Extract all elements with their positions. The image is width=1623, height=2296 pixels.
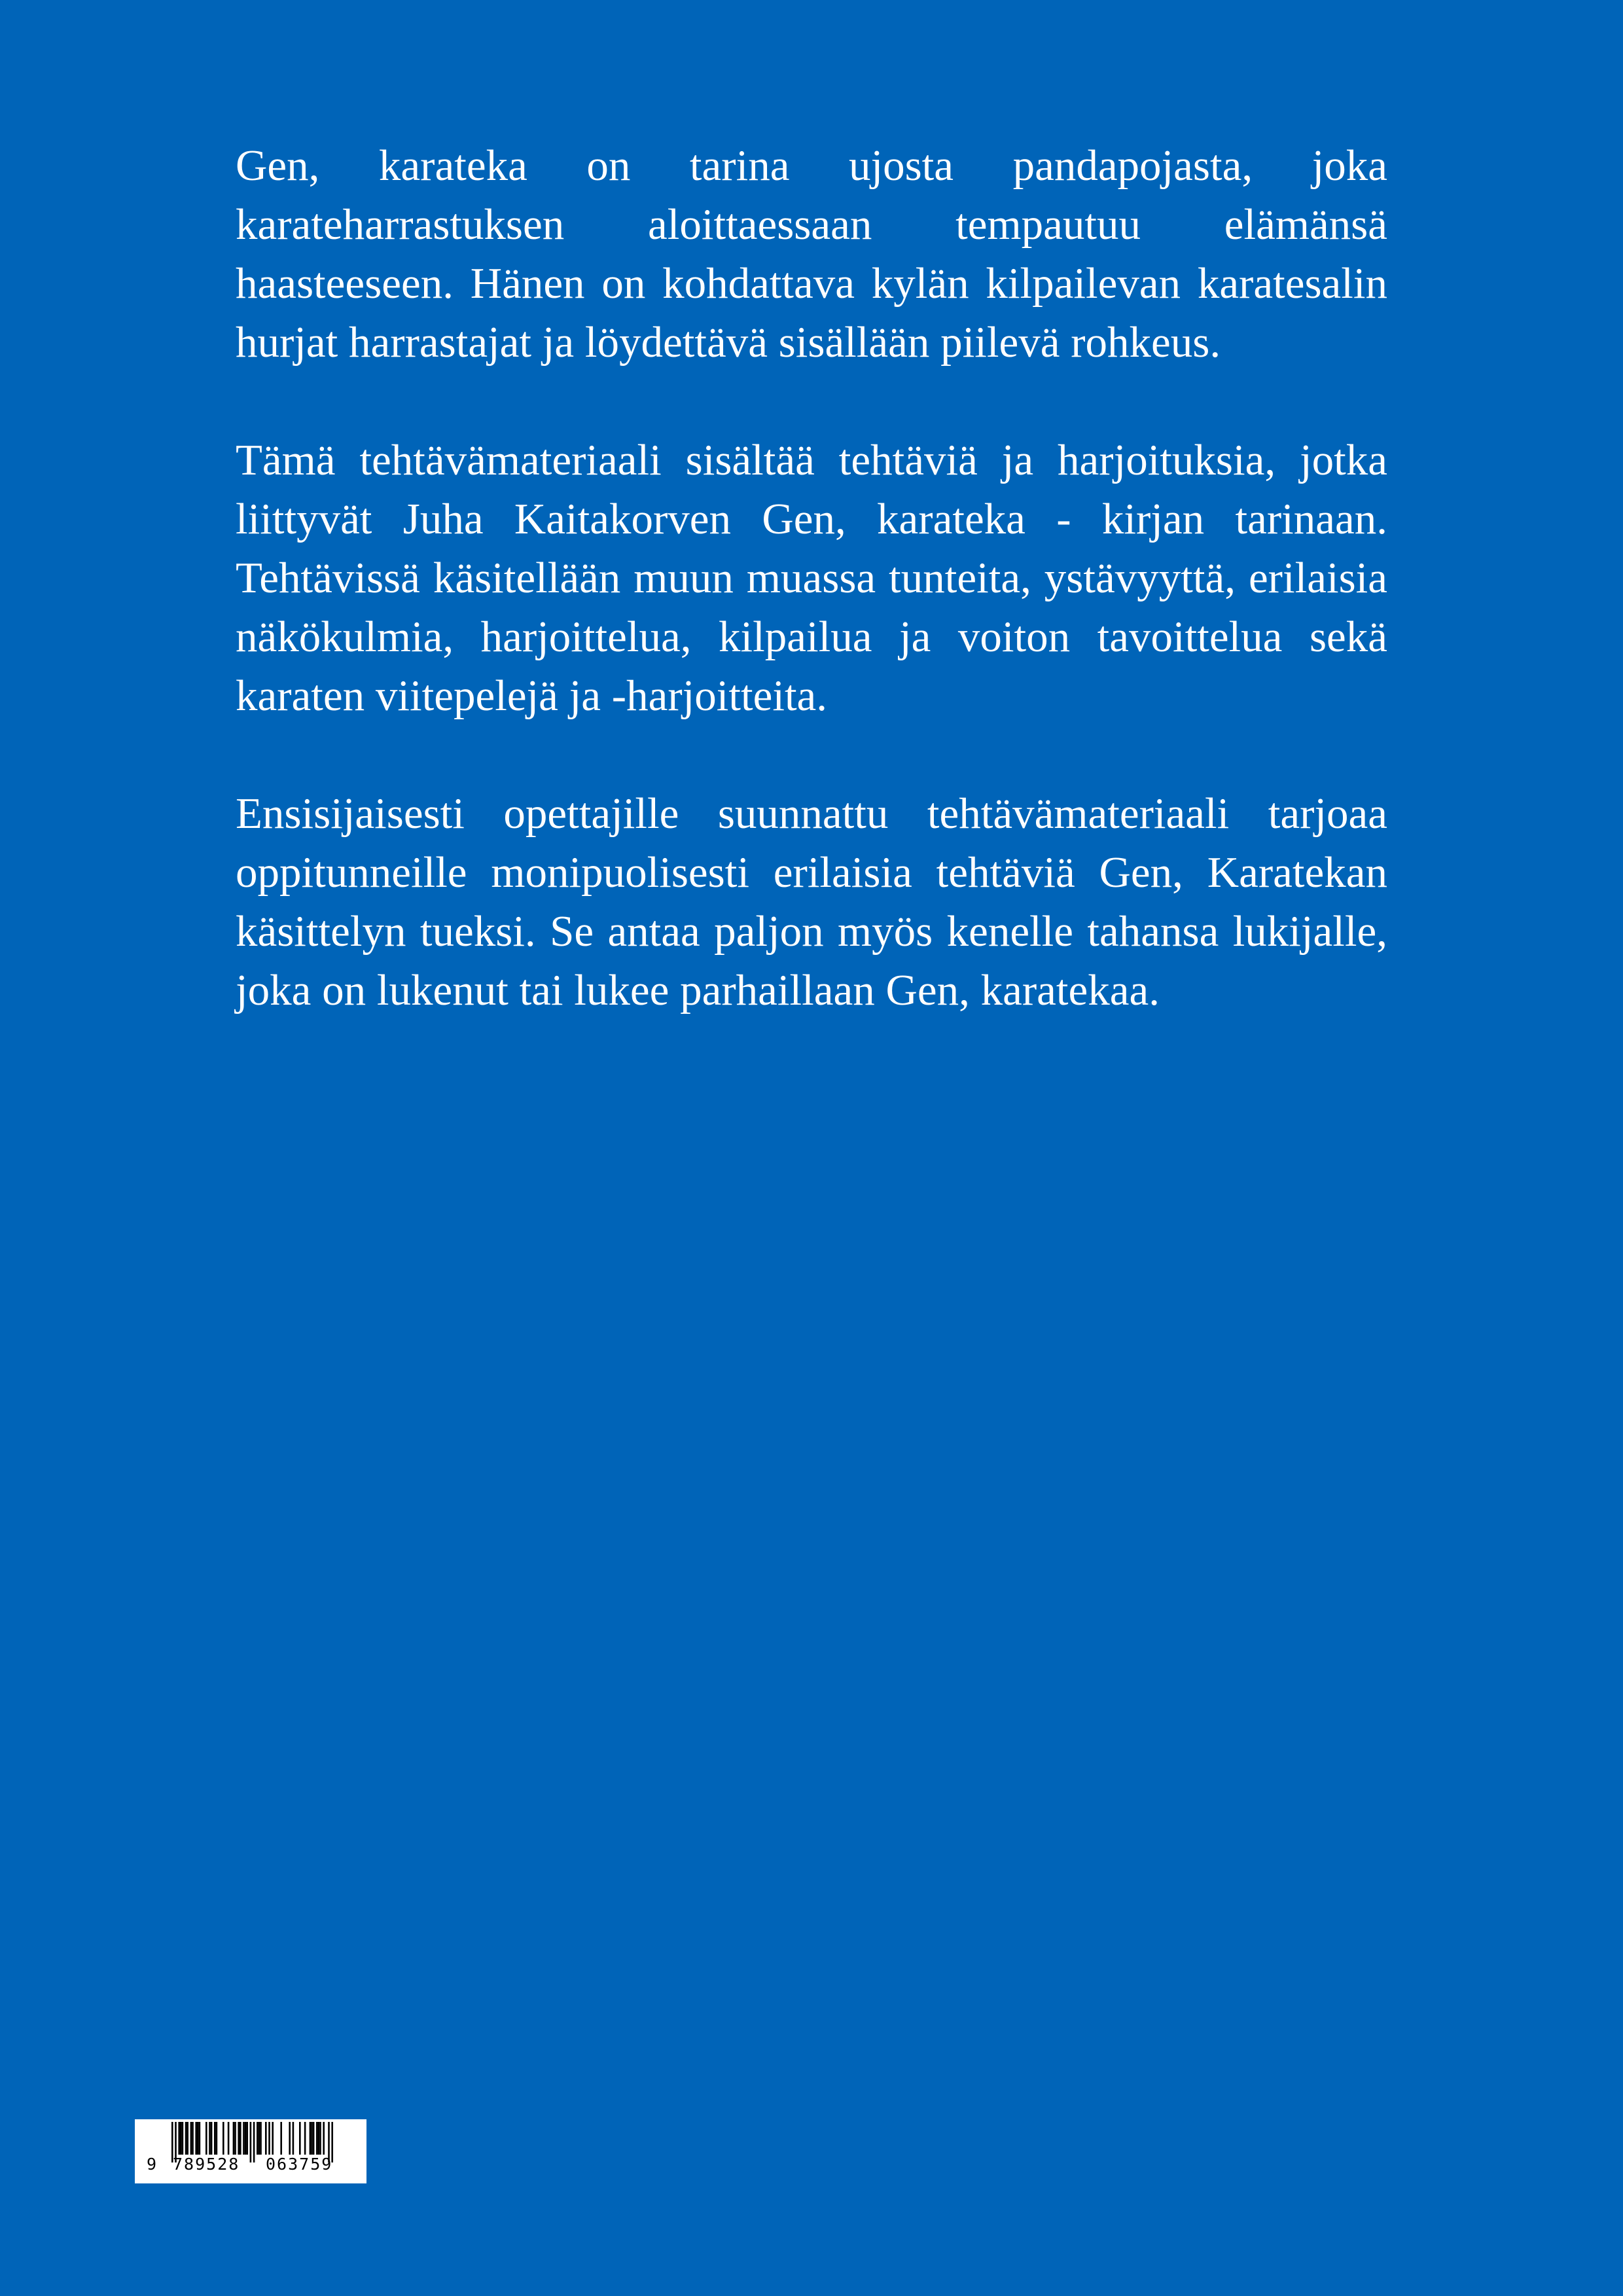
barcode-bar bbox=[199, 2122, 201, 2155]
barcode-first-digit: 9 bbox=[147, 2155, 157, 2174]
barcode-bar bbox=[243, 2122, 245, 2155]
barcode-bar bbox=[195, 2122, 197, 2155]
barcode-bar bbox=[304, 2122, 306, 2155]
barcode-bar bbox=[268, 2122, 270, 2155]
barcode-bar bbox=[187, 2122, 188, 2155]
barcode-bar bbox=[319, 2122, 321, 2155]
back-cover-description bbox=[236, 136, 1387, 1079]
barcode-bar bbox=[318, 2122, 320, 2155]
barcode-bar bbox=[223, 2122, 224, 2155]
barcode-bar bbox=[313, 2122, 315, 2155]
barcode-bar bbox=[299, 2122, 301, 2155]
barcode-bar bbox=[245, 2122, 247, 2155]
barcode-bar bbox=[311, 2122, 313, 2155]
barcode-bar bbox=[246, 2122, 248, 2155]
barcode-bar bbox=[272, 2122, 274, 2155]
paragraph-material-contents: Tämä tehtävämateriaali sisältää tehtäviä ja harjoituksia, jotka liittyvät Juha Kaitakorven Gen, karateka - kirjan tarinaan. Tehtävissä käsitellään muun muassa tunteita, ystävyyttä, erilaisia näkökulmia, harjoittelua, kilpailua ja voiton tavoittelua sekä karaten viitepelejä ja -harjoitteita. bbox=[236, 436, 1387, 720]
barcode-bar bbox=[289, 2122, 291, 2155]
barcode-bar bbox=[234, 2122, 236, 2155]
barcode-bar bbox=[209, 2122, 211, 2155]
barcode-bar bbox=[185, 2122, 187, 2155]
isbn-barcode bbox=[135, 2119, 366, 2183]
barcode-bar bbox=[182, 2122, 184, 2155]
barcode-bar bbox=[205, 2122, 207, 2155]
barcode-bar bbox=[211, 2122, 213, 2155]
barcode-bar bbox=[214, 2122, 216, 2155]
barcode-bar bbox=[178, 2122, 180, 2155]
barcode-bar bbox=[190, 2122, 192, 2155]
barcode-bar bbox=[180, 2122, 182, 2155]
barcode-bar bbox=[257, 2122, 259, 2155]
barcode-bar bbox=[310, 2122, 312, 2155]
barcode-bar bbox=[192, 2122, 194, 2155]
barcode-bar bbox=[316, 2122, 318, 2155]
barcode-bar bbox=[238, 2122, 240, 2155]
barcode-bar bbox=[280, 2122, 282, 2155]
barcode-right-group: 063759 bbox=[266, 2155, 333, 2174]
paragraph-audience: Ensisijaisesti opettajille suunnattu tehtävämateriaali tarjoaa oppitunneille monipuolisesti erilaisia tehtäviä Gen, Karatekan käsittelyn tueksi. Se antaa paljon myös kenelle tahansa lukijalle, joka on lukenut tai lukee parhaillaan Gen, karatekaa. bbox=[236, 789, 1387, 1014]
barcode-bar bbox=[216, 2122, 218, 2155]
barcode-bar bbox=[259, 2122, 260, 2155]
barcode-bar bbox=[293, 2122, 294, 2155]
barcode-bar bbox=[197, 2122, 199, 2155]
barcode-digits bbox=[135, 2155, 366, 2181]
barcode-bar bbox=[323, 2122, 325, 2155]
barcode-bar bbox=[240, 2122, 241, 2155]
paragraph-story-summary: Gen, karateka on tarina ujosta pandapojasta, joka karateharrastuksen aloittaessaan tempautuu elämänsä haasteeseen. Hänen on kohdattava kylän kilpailevan karatesalin hurjat harrastajat ja löydettävä sisällään piilevä rohkeus. bbox=[236, 141, 1387, 367]
barcode-bar bbox=[228, 2122, 230, 2155]
barcode-left-group: 789528 bbox=[173, 2155, 240, 2174]
barcode-bar bbox=[260, 2122, 262, 2155]
barcode-bar bbox=[265, 2122, 267, 2155]
barcode-bar bbox=[233, 2122, 235, 2155]
